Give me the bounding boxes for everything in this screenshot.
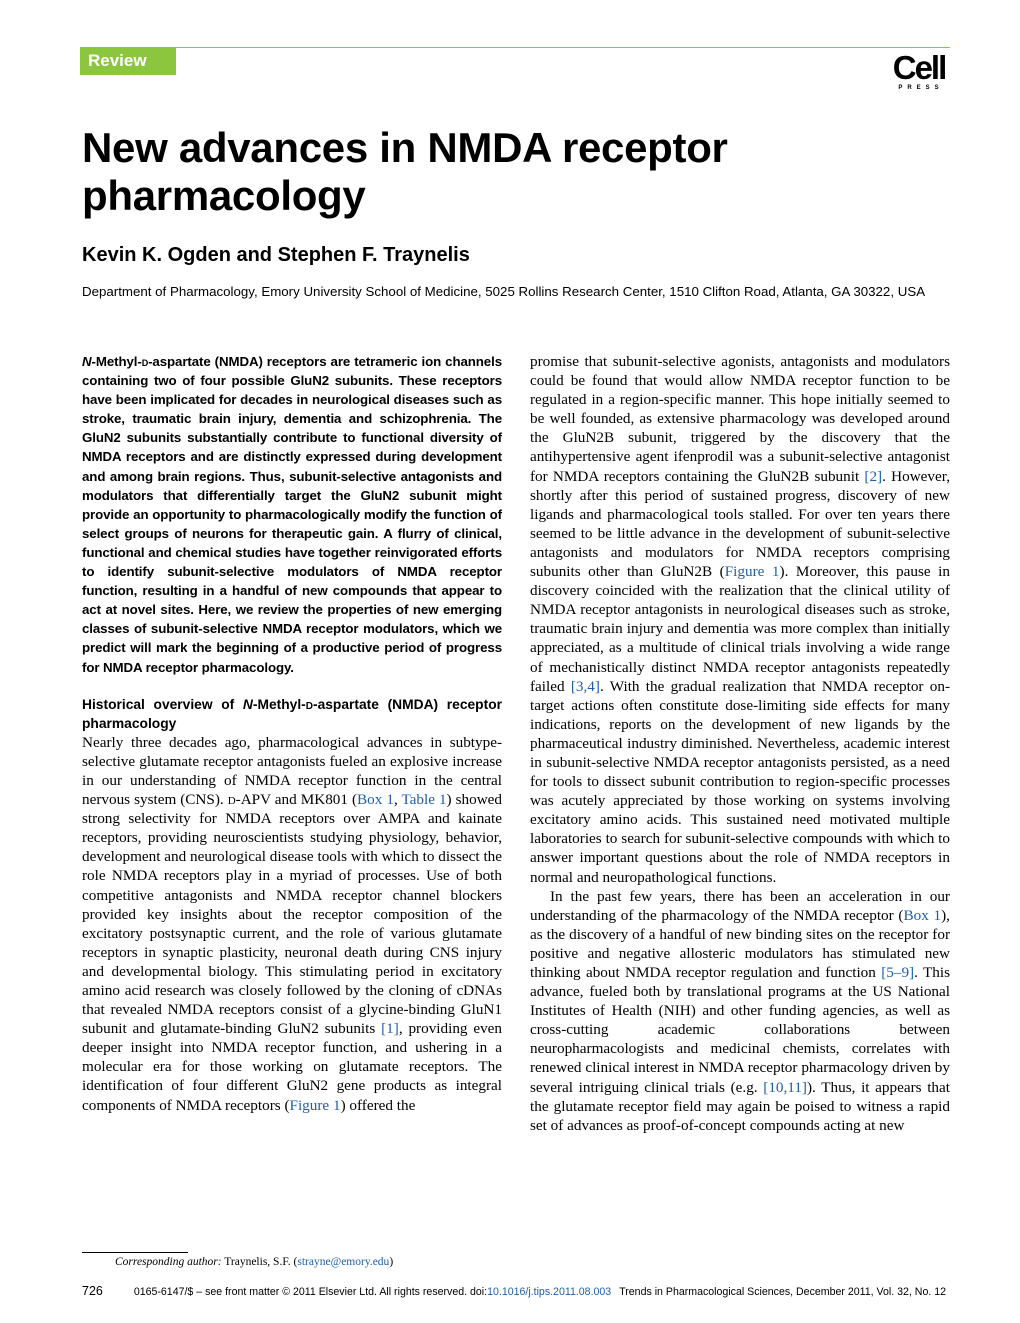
- journal-citation: Trends in Pharmacological Sciences, December 2011, Vol. 32, No. 12: [619, 1286, 946, 1298]
- table-1-link[interactable]: Table 1: [401, 791, 447, 809]
- abstract: N-Methyl-d-aspartate (NMDA) receptors are tetrameric ion channels containing two of four possible GluN2 subunits. These receptors have been implicated for decades in neurological diseases such as stroke, traumatic brain injury, dementia and schizophrenia. The GluN2 subunits substantially contribute to functional diversity of NMDA receptors and are distinctly expressed during development and among brain regions. Thus, subunit-selective antagonists and modulators that differentially target the GluN2 subunit might provide an opportunity to pharmacologically modify the function of select groups of neurons for therapeutic gain. A flurry of clinical, functional and chemical studies have together reinvigorated efforts to identify subunit-selective modulators of NMDA receptor function, resulting in a handful of new compounds that appear to act at novel sites. Here, we review the properties of new emerging classes of subunit-selective NMDA receptor modulators, which we predict will mark the beginning of a productive period of progress for NMDA receptor pharmacology.: [82, 354, 502, 675]
- section-heading: Historical overview of N-Methyl-d-aspartate (NMDA) receptor pharmacology: [82, 696, 502, 731]
- citation-link[interactable]: [10,11]: [763, 1078, 807, 1096]
- page-number: 726: [82, 1284, 103, 1298]
- footnote-rule: [82, 1252, 188, 1253]
- right-column: [530, 352, 950, 1135]
- box-1-link[interactable]: Box 1: [357, 791, 394, 809]
- corresponding-author-note: Corresponding author: Traynelis, S.F. (strayne@emory.edu): [115, 1256, 394, 1268]
- section-badge: Review: [80, 47, 176, 75]
- citation-link[interactable]: [1]: [381, 1020, 399, 1038]
- cell-press-logo: [888, 49, 950, 91]
- body-paragraph: promise that subunit-selective agonists, antagonists and modulators could be found that would allow NMDA receptor function to be regulated in a region-specific manner. This hope initially seemed to be well founded, as extensive pharmacology was developed around the GluN2B subunit, triggered by the discovery that the antihypertensive agent ifenprodil was a subunit-selective antagonist for NMDA receptors containing the GluN2B subunit [2]. However, shortly after this period of sustained progress, discovery of new ligands and pharmacological tools stalled. For over ten years there seemed to be little advance in the development of subunit-selective antagonists and modulators for NMDA receptors comprising subunits other than GluN2B (Figure 1). Moreover, this pause in discovery coincided with the realization that the clinical utility of NMDA receptor antagonists in neurological diseases such as stroke, traumatic brain injury and dementia was more complex than initially appreciated, as a multitude of clinical trials involving a wide range of mechanistically distinct NMDA receptor antagonists repeatedly failed [3,4]. With the gradual realization that NMDA receptor on-target actions often constitute dose-limiting side effects for many indications, reports on the development of new ligands by the pharmaceutical industry diminished. Nevertheless, academic interest in subunit-selective NMDA receptor antagonists persisted, as a need for tools to dissect subunit contribution to region-specific processes was acutely appreciated by those working on systems involving excitatory amino acids. This sustained need motivated multiple laboratories to search for subunit-selective compounds with which to answer important questions about the role of NMDA receptors in normal and neuropathological functions.: [530, 353, 951, 886]
- citation-link[interactable]: [5–9]: [881, 964, 915, 981]
- citation-link[interactable]: [3,4]: [570, 677, 600, 695]
- body-paragraph: In the past few years, there has been an acceleration in our understanding of the pharmacology of the NMDA receptor (Box 1), as the discovery of a handful of new binding sites on the receptor for positive and negative allosteric modulators has stimulated new thinking about NMDA receptor regulation and function [5–9]. This advance, fueled both by translational programs at the US National Institutes of Health (NIH) and other funding agencies, as well as cross-cutting academic collaborations between neuropharmacologists and medicinal chemists, correlates with renewed clinical interest in NMDA receptor pharmacology driven by several intriguing clinical trials (e.g. [10,11]). Thus, it appears that the glutamate receptor field may again be poised to witness a rapid set of advances as proof-of-concept compounds acting at new: [530, 887, 950, 1134]
- citation-link[interactable]: [2]: [864, 467, 883, 485]
- article-title: New advances in NMDA receptor pharmacology: [82, 124, 728, 219]
- author-email-link[interactable]: strayne@emory.edu: [297, 1256, 390, 1268]
- header-rule: [80, 47, 950, 48]
- figure-1-link[interactable]: Figure 1: [724, 563, 780, 581]
- article-authors: Kevin K. Ogden and Stephen F. Traynelis: [82, 244, 470, 266]
- doi-link[interactable]: 10.1016/j.tips.2011.08.003: [487, 1286, 612, 1298]
- left-column: [82, 352, 502, 1115]
- body-paragraph: Nearly three decades ago, pharmacological advances in subtype-selective glutamate receptor antagonists fueled an explosive increase in our understanding of NMDA receptor function in the central nervous system (CNS). d-APV and MK801 (Box 1, Table 1) showed strong selectivity for NMDA receptors over AMPA and kainate receptors, providing neuroscientists studying physiology, behavior, development and neurological disease tools with which to dissect the role NMDA receptors play in a myriad of processes. Use of both competitive antagonists and NMDA receptor channel blockers provided key insights about the receptor composition of the excitatory postsynaptic current, and the role of various glutamate receptors in synaptic plasticity, neuronal death during CNS injury and developmental biology. This stimulating period in excitatory amino acid research was closely followed by the cloning of cDNAs that revealed NMDA receptors consist of a glycine-binding GluN1 subunit and glutamate-binding GluN2 subunits [1], providing even deeper insight into NMDA receptor function, and ushering in a molecular era for those working on glutamate receptors. The identification of four different GluN2 gene products as integral components of NMDA receptors (Figure 1) offered the: [82, 733, 503, 1114]
- logo-subtext: PRESS: [898, 85, 944, 91]
- box-1-link[interactable]: Box 1: [903, 906, 942, 924]
- issn-line: 0165-6147/$ – see front matter © 2011 Elsevier Ltd. All rights reserved. doi:: [133, 1286, 488, 1298]
- page-footer: [82, 1284, 950, 1298]
- author-affiliation: Department of Pharmacology, Emory University School of Medicine, 5025 Rollins Research Center, 1510 Clifton Road, Atlanta, GA 30322, USA: [82, 284, 926, 299]
- figure-1-link[interactable]: Figure 1: [289, 1096, 341, 1114]
- logo-wordmark: Cell: [892, 49, 946, 86]
